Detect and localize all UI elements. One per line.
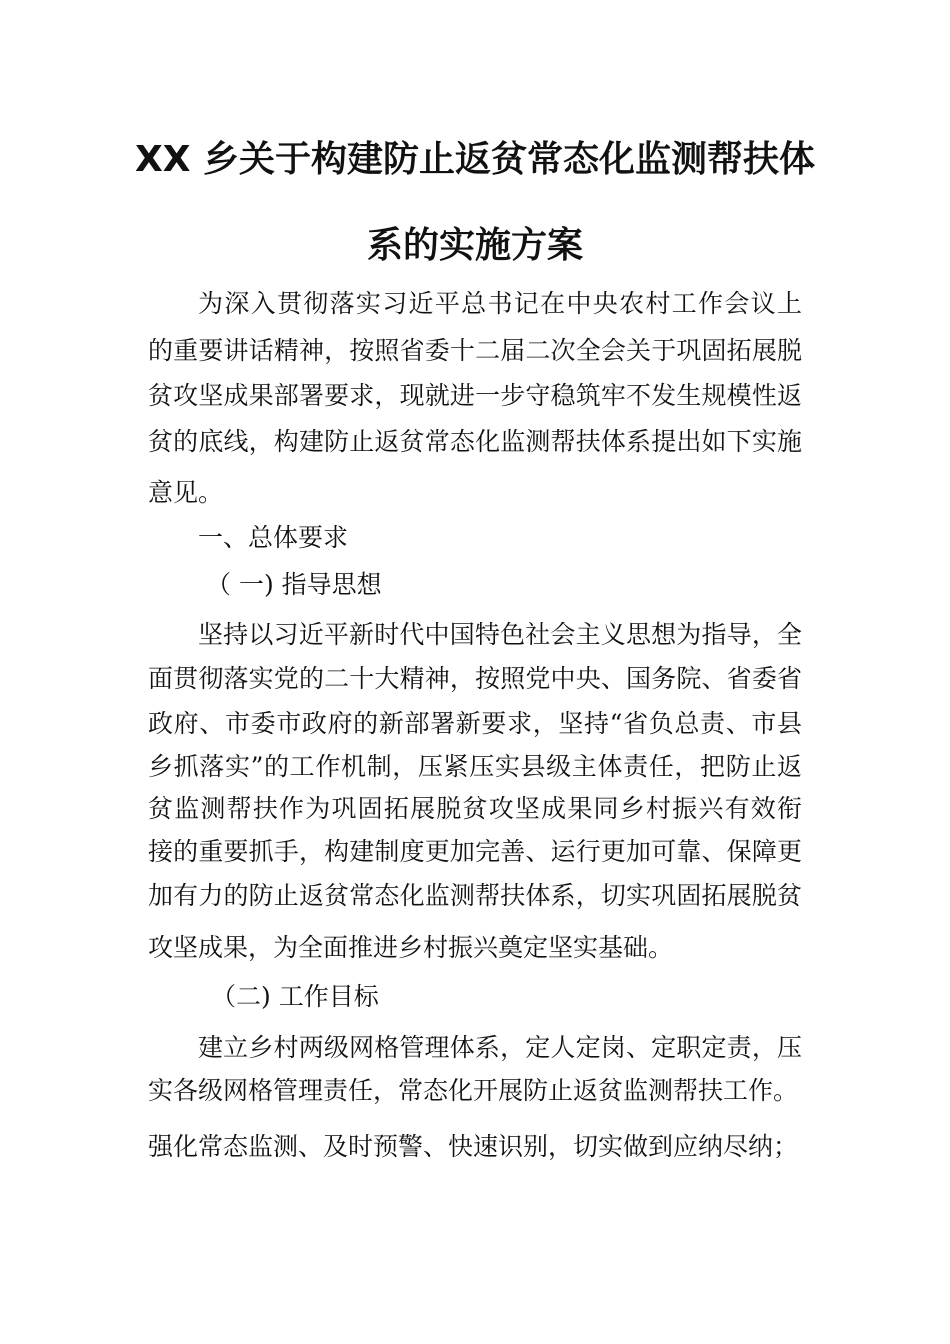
paragraph-line: 建立乡村两级网格管理体系，定人定岗、定职定责，压: [198, 1033, 802, 1062]
subsection-heading: （二) 工作目标: [211, 982, 379, 1011]
paragraph-line: 乡抓落实”的工作机制，压紧压实县级主体责任，把防止返: [148, 752, 802, 781]
paragraph-line: 接的重要抓手，构建制度更加完善、运行更加可靠、保障更: [148, 837, 802, 866]
intro-line: 贫的底线，构建防止返贫常态化监测帮扶体系提出如下实施: [148, 427, 802, 456]
intro-line: 意见。: [148, 478, 224, 507]
subsection-heading: （ 一) 指导思想: [206, 570, 382, 599]
paragraph-line: 贫监测帮扶作为巩固拓展脱贫攻坚成果同乡村振兴有效衔: [148, 794, 802, 823]
document-title-line-1: XX 乡关于构建防止返贫常态化监测帮扶体: [134, 139, 816, 180]
paragraph-line: 加有力的防止返贫常态化监测帮扶体系，切实巩固拓展脱贫: [148, 881, 802, 910]
paragraph-line: 坚持以习近平新时代中国特色社会主义思想为指导，全: [198, 620, 802, 649]
document-title-line-2: 系的实施方案: [366, 225, 583, 266]
paragraph-line: 攻坚成果，为全面推进乡村振兴奠定坚实基础。: [148, 933, 674, 962]
paragraph-line: 政府、市委市政府的新部署新要求，坚持“省负总责、市县: [148, 709, 802, 738]
paragraph-line: 面贯彻落实党的二十大精神，按照党中央、国务院、省委省: [148, 664, 802, 693]
intro-line: 的重要讲话精神，按照省委十二届二次全会关于巩固拓展脱: [148, 336, 802, 365]
section-heading: 一、总体要求: [198, 523, 349, 552]
paragraph-line: 强化常态监测、及时预警、快速识别，切实做到应纳尽纳；: [148, 1132, 799, 1161]
intro-line: 为深入贯彻落实习近平总书记在中央农村工作会议上: [198, 289, 802, 318]
intro-line: 贫攻坚成果部署要求，现就进一步守稳筑牢不发生规模性返: [148, 381, 802, 410]
paragraph-line: 实各级网格管理责任，常态化开展防止返贫监测帮扶工作。: [148, 1076, 799, 1105]
